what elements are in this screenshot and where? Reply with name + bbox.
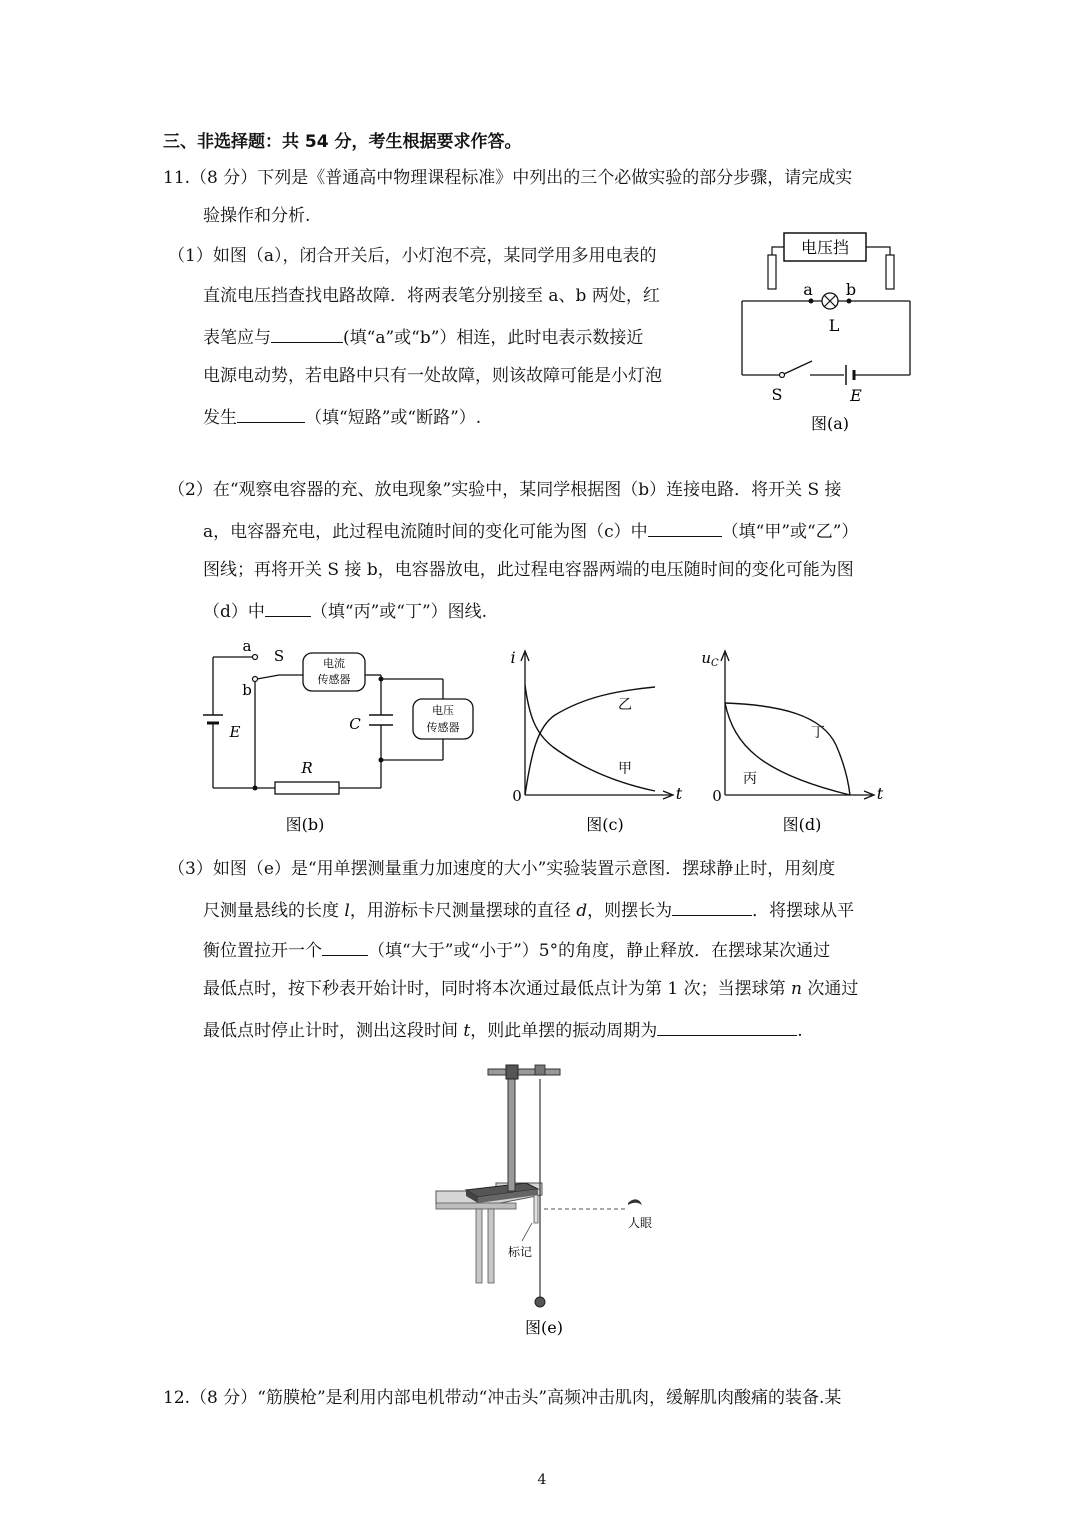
voltage-sensor-label-2: 传感器 — [426, 721, 460, 734]
voltage-sensor-label-1: 电压 — [432, 704, 454, 717]
answer-blank-3[interactable] — [648, 518, 722, 537]
fig-b-label-b: b — [242, 681, 252, 699]
fig-c-caption: 图(c) — [586, 815, 624, 834]
fig-e-eye-label: 人眼 — [627, 1216, 653, 1230]
fig-e-caption: 图(e) — [525, 1318, 563, 1337]
fig-d-caption: 图(d) — [782, 815, 822, 834]
q11-part3-l2b: ，用游标卡尺测量摆球的直径 — [349, 901, 577, 921]
fig-b-label-E: E — [229, 723, 241, 741]
q11-part2-l2b: （填“甲”或“乙”） — [721, 522, 859, 542]
fig-b-label-S: S — [273, 647, 285, 665]
fig-d-label-ding: 丁 — [811, 725, 825, 741]
answer-blank-2[interactable] — [237, 404, 305, 423]
figure-c-graph — [505, 645, 690, 840]
fig-d-origin: 0 — [712, 787, 722, 805]
current-sensor-label-1: 电流 — [323, 657, 345, 670]
q11-part3-l5 — [203, 1017, 803, 1043]
q12-line1: 12.（8 分）“筋膜枪”是利用内部电机带动“冲击头”高频冲击肌肉，缓解肌肉酸痛的装备.某 — [163, 1388, 842, 1408]
fig-b-caption: 图(b) — [285, 815, 325, 834]
var-n: n — [791, 979, 802, 999]
eye-icon — [628, 1199, 642, 1205]
q11-part3-l3 — [203, 937, 830, 963]
answer-blank-4[interactable] — [265, 598, 311, 617]
q11-part1-l3 — [203, 324, 643, 350]
figure-e-pendulum — [430, 1055, 670, 1345]
fig-d-ylabel: $u_C$ — [701, 649, 719, 669]
q11-line2: 验操作和分析. — [203, 206, 311, 226]
q11-part1-l3b: (填“a”或“b”）相连，此时电表示数接近 — [343, 328, 644, 348]
fig-a-label-L: L — [828, 316, 840, 335]
answer-blank-7[interactable] — [657, 1017, 797, 1036]
q11-part1-l4: 电源电动势，若电路中只有一处故障，则该故障可能是小灯泡 — [203, 366, 662, 386]
q11-part3-l5a: 最低点时停止计时，测出这段时间 — [203, 1021, 464, 1041]
q11-part3-l3a: 衡位置拉开一个 — [203, 941, 322, 961]
probe-right — [886, 255, 894, 289]
section-header: 三、非选择题：共 54 分，考生根据要求作答。 — [163, 132, 522, 152]
fig-c-origin: 0 — [512, 787, 522, 805]
current-sensor-label-2: 传感器 — [317, 673, 351, 686]
q11-part2-l4a: （d）中 — [203, 602, 265, 622]
q11-part2-l2a: a，电容器充电，此过程电流随时间的变化可能为图（c）中 — [203, 522, 648, 542]
q11-part3-l4 — [203, 977, 858, 1001]
q11-part2-l3: 图线；再将开关 S 接 b，电容器放电，此过程电容器两端的电压随时间的变化可能为图 — [203, 560, 854, 580]
answer-blank-5[interactable] — [672, 897, 752, 916]
q11-part1-l5a: 发生 — [203, 408, 237, 428]
var-t: t — [463, 1021, 471, 1041]
q11-part1-l1: （1）如图（a），闭合开关后，小灯泡不亮，某同学用多用电表的 — [168, 246, 657, 266]
page-number: 4 — [537, 1472, 547, 1488]
figure-b-circuit — [195, 635, 495, 840]
fig-c-xlabel: t — [675, 784, 683, 803]
probe-left — [768, 255, 776, 289]
q11-part2-l4b: （填“丙”或“丁”）图线. — [310, 602, 488, 622]
stand-rod — [508, 1069, 515, 1191]
fig-c-ylabel: i — [510, 648, 516, 667]
fig-a-label-E: E — [850, 386, 862, 405]
q11-part1-l2: 直流电压挡查找电路故障．将两表笔分别接至 a、b 两处，红 — [203, 286, 660, 306]
figure-a-circuit — [730, 225, 920, 440]
answer-blank-1[interactable] — [271, 324, 343, 343]
fig-b-label-R: R — [301, 759, 313, 777]
q11-part3-l2d: ．将摆球从平 — [752, 901, 855, 921]
q11-part3-l3b: （填“大于”或“小于”）5°的角度，静止释放．在摆球某次通过 — [368, 941, 831, 961]
voltmeter-label: 电压挡 — [800, 238, 850, 257]
fig-d-xlabel: t — [876, 784, 884, 803]
curve-jia — [525, 685, 655, 791]
fig-b-label-C: C — [349, 715, 361, 733]
fig-a-caption: 图(a) — [810, 414, 850, 433]
fig-d-label-bing: 丙 — [743, 771, 757, 787]
q11-part3-l5b: ，则此单摆的振动周期为 — [470, 1021, 658, 1041]
q11-part1-l5 — [203, 404, 481, 430]
q11-line1: 11.（8 分）下列是《普通高中物理课程标准》中列出的三个必做实验的部分步骤，请完成实 — [163, 168, 853, 188]
q11-part3-l2c: ，则摆长为 — [587, 901, 673, 921]
q11-part3-l5c: . — [797, 1021, 803, 1041]
var-l: l — [344, 901, 350, 921]
fig-a-label-b: b — [845, 280, 857, 299]
q11-part3-l2 — [203, 897, 854, 923]
fig-e-mark-label: 标记 — [507, 1245, 533, 1259]
curve-yi — [525, 687, 655, 795]
figure-d-graph — [700, 645, 890, 840]
var-d: d — [576, 901, 588, 921]
fig-a-label-S: S — [771, 385, 783, 404]
q11-part3-l1: （3）如图（e）是“用单摆测量重力加速度的大小”实验装置示意图．摆球静止时，用刻度 — [168, 859, 836, 879]
fig-b-switch-icon — [257, 675, 279, 679]
pendulum-bob — [535, 1297, 545, 1307]
answer-blank-6[interactable] — [322, 937, 368, 956]
q11-part3-l2a: 尺测量悬线的长度 — [203, 901, 345, 921]
resistor-icon — [275, 782, 339, 794]
fig-a-label-a: a — [803, 280, 813, 299]
switch-icon — [784, 361, 812, 374]
fig-c-label-yi: 乙 — [618, 697, 632, 713]
q11-part3-l4b: 次通过 — [801, 979, 859, 999]
q11-part2-l1: （2）在“观察电容器的充、放电现象”实验中，某同学根据图（b）连接电路．将开关 S 接 — [168, 480, 842, 500]
q11-part3-l4a: 最低点时，按下秒表开始计时，同时将本次通过最低点计为第 1 次；当摆球第 — [203, 979, 792, 999]
fig-b-label-a: a — [242, 637, 252, 655]
q11-part2-l2 — [203, 518, 858, 544]
fig-c-label-jia: 甲 — [618, 761, 632, 777]
q11-part1-l3a: 表笔应与 — [203, 328, 271, 348]
q11-part2-l4 — [203, 598, 487, 624]
q11-part1-l5b: （填“短路”或“断路”）. — [305, 408, 482, 428]
